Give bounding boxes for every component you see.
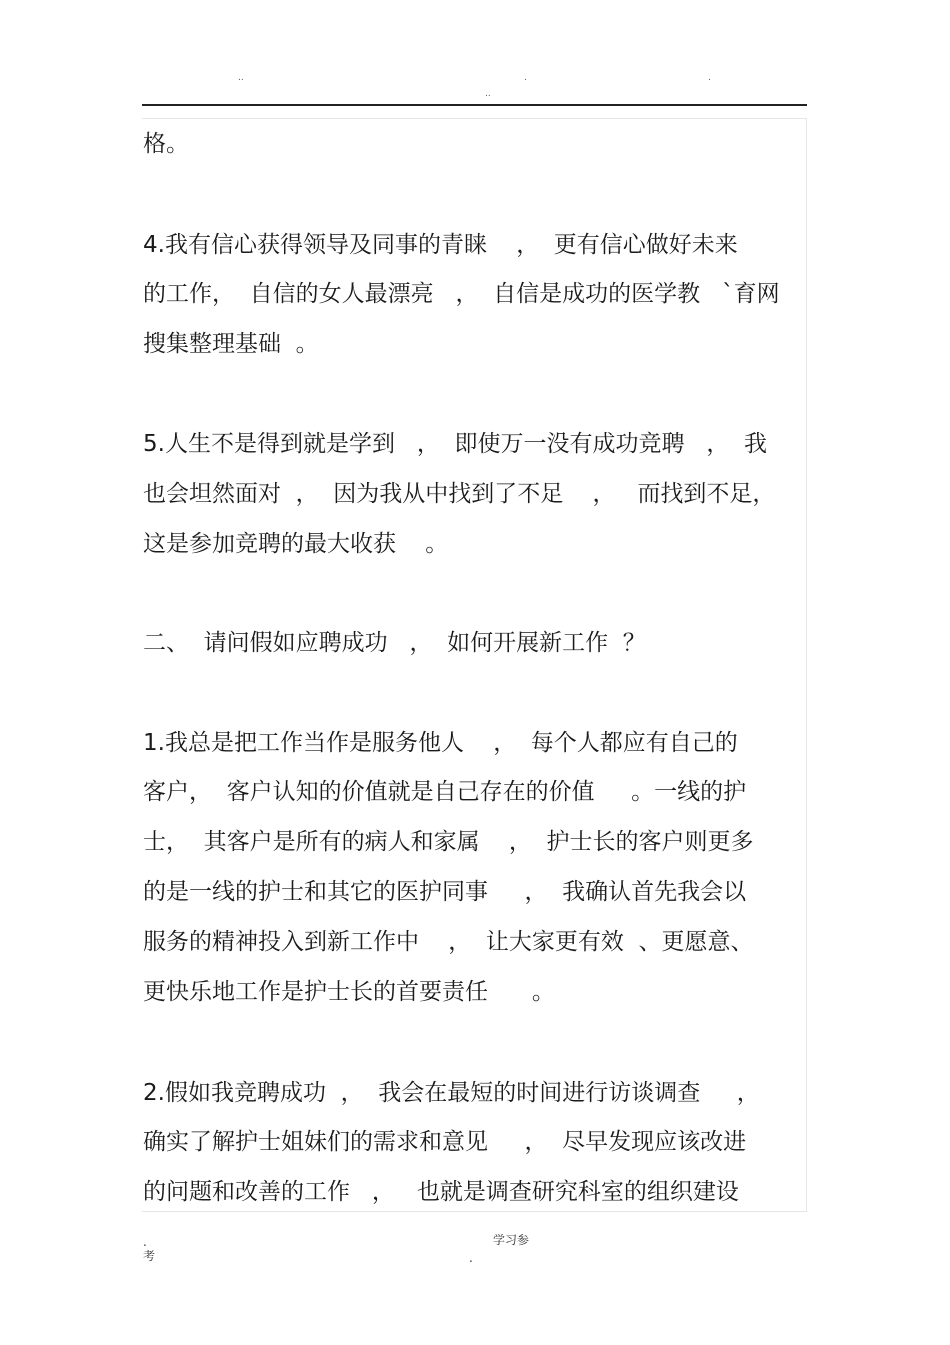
body-line: 搜集整理基础 。	[143, 331, 319, 357]
body-line: 的是一线的护士和其它的医护同事 ， 我确认首先我会以	[143, 879, 747, 905]
footer-mark: .	[469, 1251, 473, 1265]
body-line: 客户， 客户认知的价值就是自己存在的价值 。一线的护	[143, 779, 747, 805]
header-mark: .	[708, 73, 711, 83]
header-mark: ..	[238, 73, 244, 83]
body-line: 格。	[143, 131, 189, 157]
body-line: 2.假如我竞聘成功 ， 我会在最短的时间进行访谈调查 ，	[143, 1080, 760, 1106]
body-line: 1.我总是把工作当作是服务他人 ， 每个人都应有自己的	[143, 730, 738, 756]
footer-text: 学习参	[493, 1233, 530, 1247]
body-line: 的工作， 自信的女人最漂亮 ， 自信是成功的医学教 `育网	[143, 281, 780, 307]
body-line: 更快乐地工作是护士长的首要责任 。	[143, 979, 555, 1005]
body-line: 服务的精神投入到新工作中 ， 让大家更有效 、更愿意、	[143, 929, 754, 955]
footer-text: 考	[143, 1249, 156, 1263]
body-line: 的问题和改善的工作 ， 也就是调查研究科室的组织建设	[143, 1179, 739, 1205]
header-mark: ..	[485, 89, 491, 99]
body-line: 也会坦然面对 ， 因为我从中找到了不足 ， 而找到不足，	[143, 481, 776, 507]
header-rule	[142, 104, 807, 106]
body-line: 5.人生不是得到就是学到 ， 即使万一没有成功竞聘 ， 我	[143, 431, 768, 457]
body-line: 确实了解护士姐妹们的需求和意见 ， 尽早发现应该改进	[143, 1129, 747, 1155]
section-heading: 二、 请问假如应聘成功 ， 如何开展新工作 ？	[143, 630, 646, 656]
body-line: 这是参加竞聘的最大收获 。	[143, 531, 449, 557]
body-line: 士， 其客户是所有的病人和家属 ， 护士长的客户则更多	[143, 829, 754, 855]
body-line: 4.我有信心获得领导及同事的青睐 ， 更有信心做好未来	[143, 232, 738, 258]
footer-mark: .	[143, 1235, 147, 1249]
header-mark: .	[524, 73, 527, 83]
